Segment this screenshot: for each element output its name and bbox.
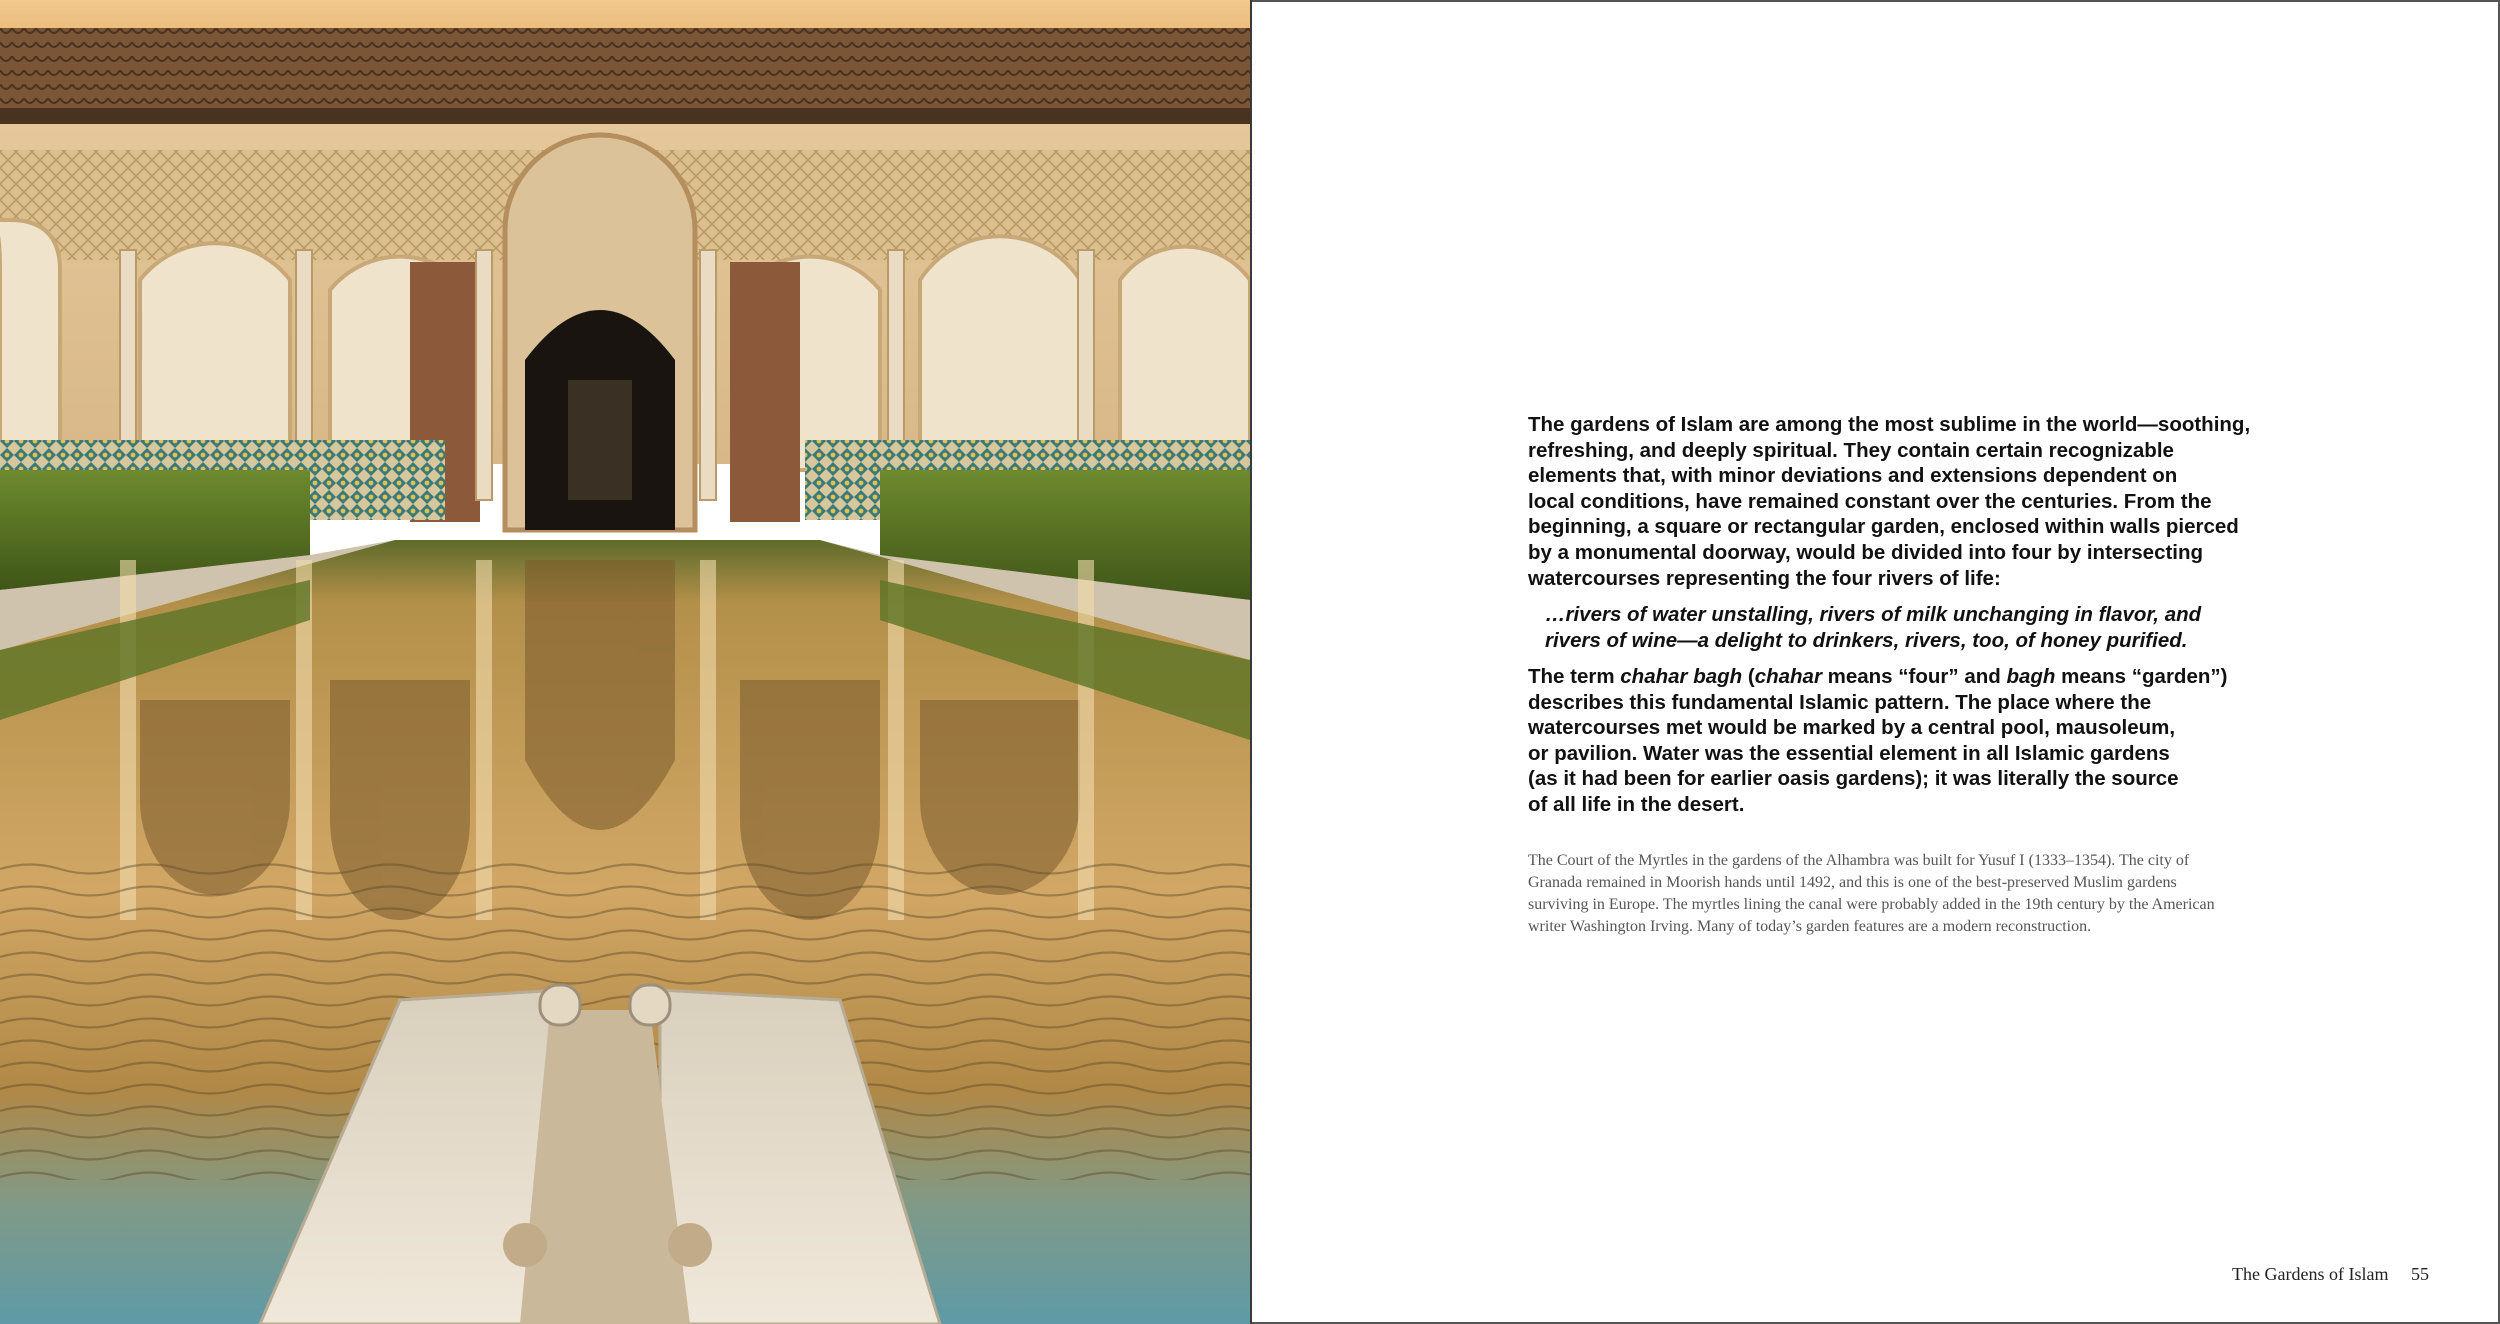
caption-line: writer Washington Irving. Many of today’s garden features are a modern reconstruction. bbox=[1528, 918, 2092, 935]
text-run: means “garden”) bbox=[2055, 665, 2228, 688]
text-line: elements that, with minor deviations and extensions dependent on bbox=[1528, 464, 2178, 488]
running-head: The Gardens of Islam bbox=[2232, 1264, 2389, 1284]
term-chahar-bagh: chahar bagh bbox=[1620, 665, 1743, 688]
text-line: beginning, a square or rectangular garden, enclosed within walls pierced bbox=[1528, 515, 2239, 539]
text-run: ( bbox=[1742, 665, 1755, 688]
caption-line: Granada remained in Moorish hands until 1492, and this is one of the best-preserved Muslim gardens bbox=[1528, 874, 2177, 891]
text-run: The term bbox=[1528, 665, 1621, 688]
text-line: local conditions, have remained constant over the centuries. From the bbox=[1528, 489, 2212, 513]
quote-line: …rivers of water unstalling, rivers of milk unchanging in flavor, and bbox=[1545, 603, 2202, 626]
term-bagh: bagh bbox=[2006, 665, 2056, 688]
term-chahar: chahar bbox=[1754, 665, 1822, 688]
page-number: 55 bbox=[2410, 1264, 2429, 1284]
quote-line: rivers of wine—a delight to drinkers, rivers, too, of honey purified. bbox=[1545, 628, 2188, 652]
quotation bbox=[1545, 602, 2265, 653]
text-line: or pavilion. Water was the essential element in all Islamic gardens bbox=[1528, 741, 2170, 765]
text-line: describes this fundamental Islamic pattern. The place where the bbox=[1528, 690, 2152, 714]
text-line: (as it had been for earlier oasis gardens); it was literally the source bbox=[1528, 767, 2179, 791]
text-line: by a monumental doorway, would be divided into four by intersecting bbox=[1528, 540, 2204, 564]
text-line: watercourses representing the four rivers of life: bbox=[1528, 566, 2001, 590]
caption-line: The Court of the Myrtles in the gardens of the Alhambra was built for Yusuf I (1333–1354). The city of bbox=[1528, 852, 2190, 869]
caption-line: surviving in Europe. The myrtles lining the canal were probably added in the 19th century by the American bbox=[1528, 896, 2215, 913]
text-page bbox=[1252, 0, 2500, 1324]
text-line: watercourses met would be marked by a central pool, mausoleum, bbox=[1528, 716, 2176, 740]
photo-caption bbox=[1528, 850, 2268, 938]
text-line bbox=[1528, 664, 2288, 690]
text-line: of all life in the desert. bbox=[1528, 792, 1745, 816]
text-run: means “four” and bbox=[1821, 665, 2007, 688]
body-paragraph-2 bbox=[1528, 664, 2288, 818]
text-line: refreshing, and deeply spiritual. They contain certain recognizable bbox=[1528, 438, 2174, 462]
text-line: The gardens of Islam are among the most sublime in the world—soothing, bbox=[1528, 413, 2251, 436]
body-paragraph-1 bbox=[1528, 412, 2288, 591]
page-footer bbox=[2232, 1264, 2429, 1285]
